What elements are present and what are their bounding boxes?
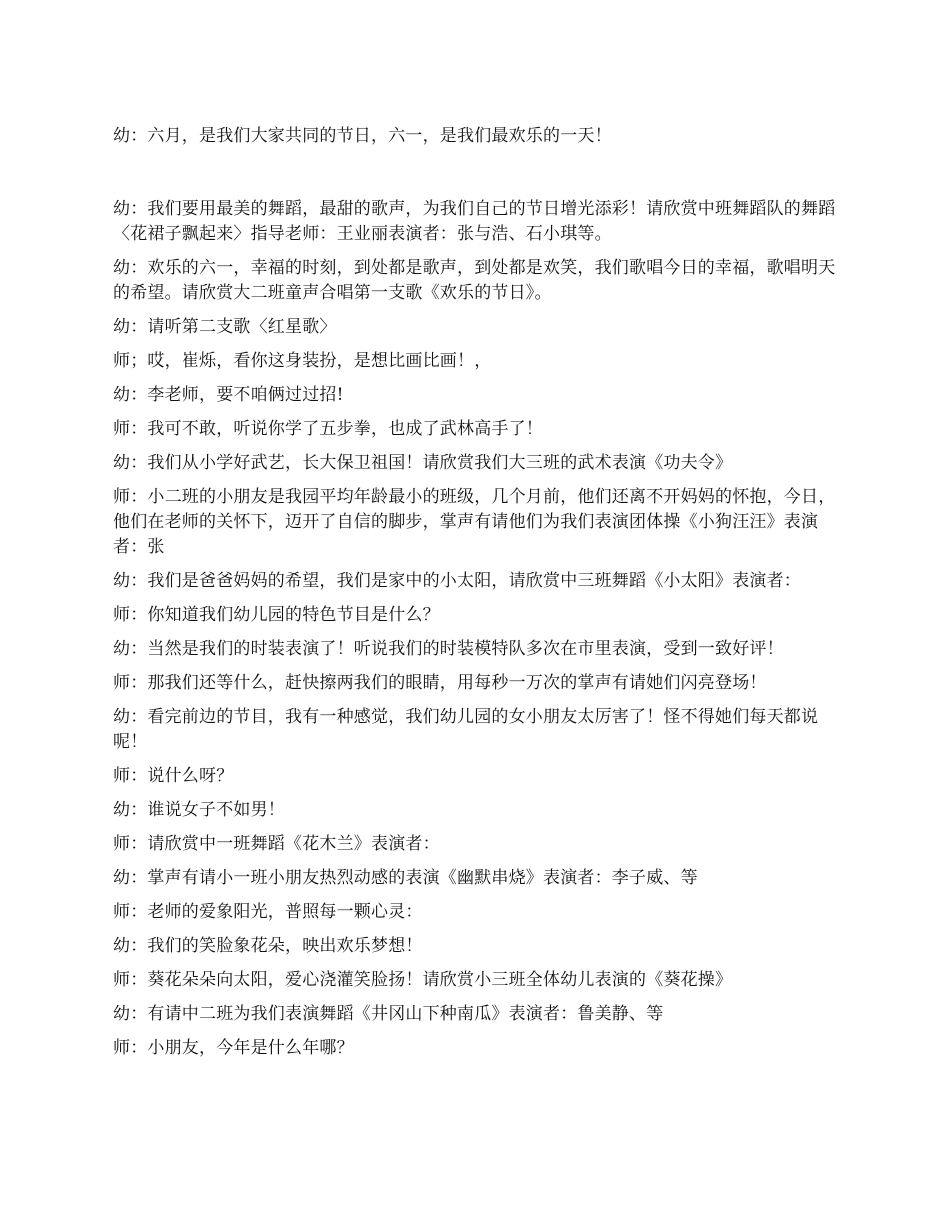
dialogue-line: 幼：我们的笑脸象花朵，映出欢乐梦想！	[113, 936, 423, 956]
dialogue-line: 幼：我们从小学好武艺，长大保卫祖国！请欣赏我们大三班的武术表演《功夫令》	[113, 453, 733, 473]
dialogue-line: 幼：当然是我们的时装表演了！听说我们的时装模特队多次在市里表演，受到一致好评！	[113, 639, 784, 659]
dialogue-line: 幼：请听第二支歌〈红星歌〉	[113, 317, 337, 337]
dialogue-line: 师：我可不敢，听说你学了五步拳，也成了武林高手了！	[113, 419, 543, 439]
dialogue-line: 幼：六月，是我们大家共同的节日，六一，是我们最欢乐的一天！	[113, 126, 612, 146]
dialogue-line: 幼：有请中二班为我们表演舞蹈《井冈山下种南瓜》表演者：鲁美静、等	[113, 1004, 664, 1024]
dialogue-line: 师：小二班的小朋友是我园平均年龄最小的班级，几个月前，他们还离不开妈妈的怀抱，今日，他们在老师的关怀下，迈开了自信的脚步，掌声有请他们为我们表演团体操《小狗汪汪》表演者：张	[113, 487, 836, 557]
dialogue-line: 幼：谁说女子不如男！	[113, 800, 285, 820]
dialogue-line: 幼：看完前边的节目，我有一种感觉，我们幼儿园的女小朋友太厉害了！怪不得她们每天都说呢！	[113, 707, 819, 752]
dialogue-line: 师：请欣赏中一班舞蹈《花木兰》表演者：	[113, 834, 440, 854]
dialogue-line: 师；哎，崔烁，看你这身装扮，是想比画比画！，	[113, 351, 492, 371]
dialogue-line: 幼：欢乐的六一，幸福的时刻，到处都是歌声，到处都是欢笑，我们歌唱今日的幸福，歌唱明天的希望。请欣赏大二班童声合唱第一支歌《欢乐的节日》。	[113, 258, 836, 303]
dialogue-line: 师：小朋友，今年是什么年哪？	[113, 1038, 354, 1058]
dialogue-line: 师：葵花朵朵向太阳，爱心浇灌笑脸扬！请欣赏小三班全体幼儿表演的《葵花操》	[113, 970, 733, 990]
document-body	[113, 124, 843, 1070]
dialogue-line: 幼：李老师，要不咱俩过过招!	[113, 385, 344, 405]
dialogue-line: 幼：我们要用最美的舞蹈，最甜的歌声，为我们自己的节日增光添彩！请欣赏中班舞蹈队的舞蹈〈花裙子飘起来〉指导老师：王业丽表演者：张与浩、石小琪等。	[113, 199, 836, 244]
dialogue-line: 幼：掌声有请小一班小朋友热烈动感的表演《幽默串烧》表演者：李子威、等	[113, 868, 698, 888]
dialogue-line: 幼：我们是爸爸妈妈的希望，我们是家中的小太阳，请欣赏中三班舞蹈《小太阳》表演者：	[113, 571, 801, 591]
dialogue-line: 师：说什么呀？	[113, 766, 234, 786]
dialogue-line: 师：老师的爱象阳光，普照每一颗心灵：	[113, 902, 423, 922]
dialogue-line: 师：你知道我们幼儿园的特色节目是什么？	[113, 605, 440, 625]
dialogue-line: 师：那我们还等什么，赶快擦两我们的眼睛，用每秒一万次的掌声有请她们闪亮登场！	[113, 673, 767, 693]
